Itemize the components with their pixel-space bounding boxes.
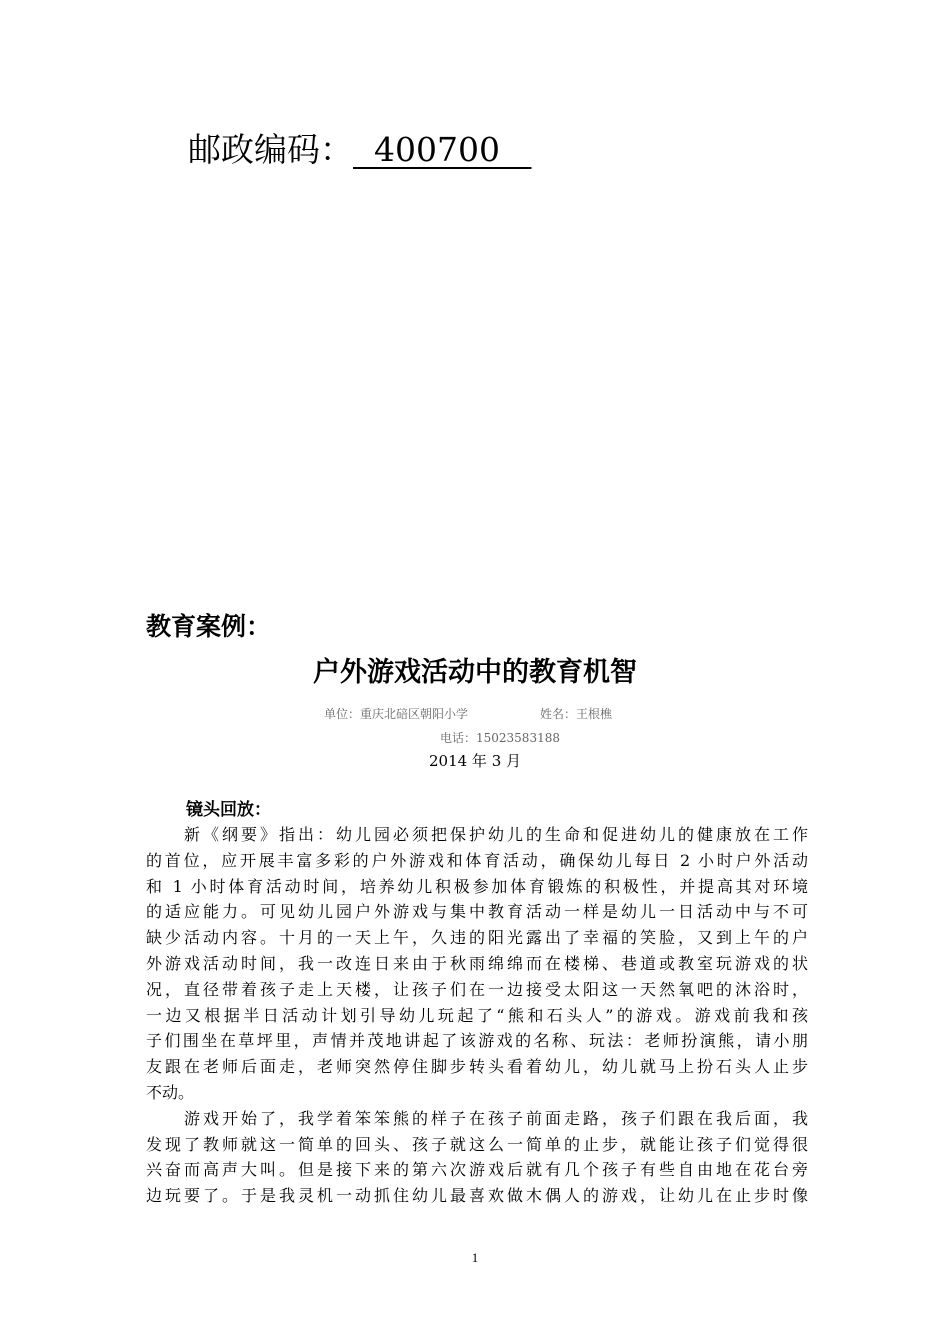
- page-number: 1: [471, 1250, 479, 1265]
- body-line: 子们围坐在草坪里，声情并茂地讲起了该游戏的名称、玩法：老师扮演熊，请小朋: [146, 1031, 808, 1051]
- body-line: 的首位，应开展丰富多彩的户外游戏和体育活动，确保幼儿每日 2 小时户外活动: [146, 850, 808, 870]
- body-line: 不动。: [146, 1082, 195, 1102]
- body-text: [146, 822, 808, 1209]
- author-phone: 电话：15023583188: [440, 731, 560, 745]
- body-line: 的适应能力。可见幼儿园户外游戏与集中教育活动一样是幼儿一日活动中与不可: [146, 902, 808, 922]
- body-line: 发现了教师就这一简单的回头、孩子就这么一简单的止步，就能让孩子们觉得很: [146, 1134, 808, 1154]
- body-line: 友跟在老师后面走，老师突然停住脚步转头看着幼儿，幼儿就马上扮石头人止步: [146, 1057, 808, 1077]
- postal-code-label: 邮政编码：: [188, 130, 353, 169]
- body-line: 缺少活动内容。十月的一天上午，久违的阳光露出了幸福的笑脸，又到上午的户: [146, 928, 808, 948]
- postal-code-line: [188, 128, 531, 172]
- body-line: 兴奋而高声大叫。但是接下来的第六次游戏后就有几个孩子有些自由地在花台旁: [146, 1160, 808, 1180]
- document-date: 2014 年 3 月: [428, 752, 522, 770]
- case-label: 教育案例：: [146, 612, 272, 641]
- document-title: 户外游戏活动中的教育机智: [313, 657, 637, 688]
- body-line: 新《纲要》指出：幼儿园必须把保护幼儿的生命和促进幼儿的健康放在工作: [146, 825, 808, 844]
- author-unit: 单位：重庆北碚区朝阳小学: [324, 707, 469, 721]
- body-line: 游戏开始了，我学着笨笨熊的样子在孩子前面走路，孩子们跟在我后面，我: [146, 1108, 808, 1128]
- body-line: 外游戏活动时间，我一改连日来由于秋雨绵绵而在楼梯、巷道或教室玩游戏的状: [146, 953, 808, 973]
- body-line: 一边又根据半日活动计划引导幼儿玩起了“熊和石头人”的游戏。游戏前我和孩: [146, 1005, 808, 1025]
- section-heading: 镜头回放：: [186, 800, 271, 820]
- body-line: 况，直径带着孩子走上天楼，让孩子们在一边接受太阳这一天然氧吧的沐浴时，: [146, 979, 808, 999]
- body-line: 边玩要了。于是我灵机一动抓住幼儿最喜欢做木偶人的游戏，让幼儿在止步时像: [146, 1186, 808, 1206]
- author-name: 姓名：王根樵: [540, 707, 613, 721]
- postal-code-value: 400700: [353, 130, 532, 169]
- body-line: 和 1 小时体育活动时间，培养幼儿积极参加体育锻炼的积极性，并提高其对环境: [146, 876, 808, 896]
